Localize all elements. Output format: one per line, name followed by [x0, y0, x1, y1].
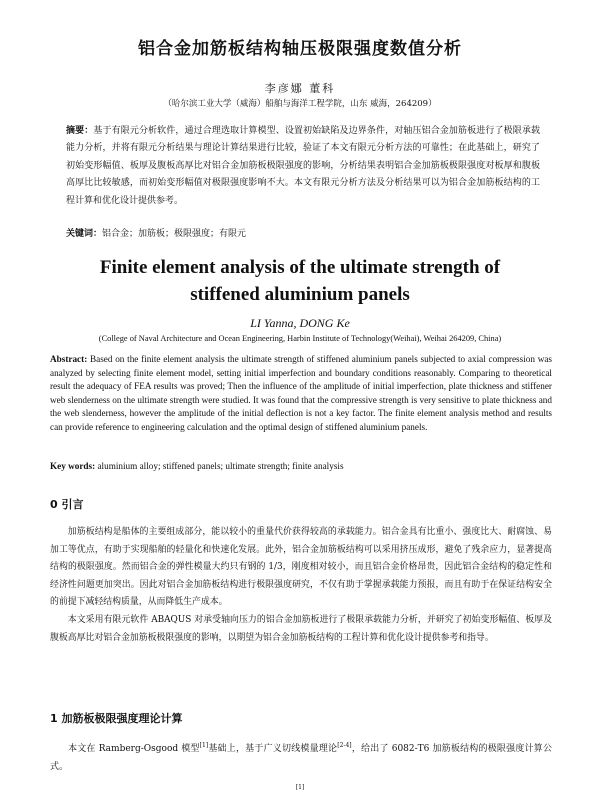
english-abstract-text: Based on the finite element analysis the ultimate strength of stiffened aluminium panels subjected to axial compression was analyzed by selecting finite element model, setting initial imperfection and boundary conditions reasonably. Comparing to theoretical result the adequacy of FEA results was proved; Then the influence of the amplitude of initial imperfection, plate thickness and stiffener web slenderness on the ultimate strength were studied. It was found that the compressive strength is very sensitive to plate thickness and the web slenderness, however the amplitude of the initial deflection is not a key factor. The finite element analysis method and results can provide reference to engineering calculation and the optimal design of stiffened aluminium panels. [50, 354, 552, 432]
chinese-title: 铝合金加筋板结构轴压极限强度数值分析 [138, 39, 462, 59]
citation-2-4: [2-4] [337, 742, 352, 749]
page-number: [1] [295, 784, 305, 791]
english-abstract [50, 353, 552, 435]
section-1-heading: 1 加筋板极限强度理论计算 [50, 712, 183, 725]
chinese-affiliation: （哈尔滨工业大学（威海）船舶与海洋工程学院，山东 威海，264209） [163, 99, 437, 109]
section-0-paragraph-2: 本文采用有限元软件 ABAQUS 对承受轴向压力的铝合金加筋板进行了极限承载能力分析，并研究了初始变形幅值、板厚及腹板高厚比对铝合金加筋板极限强度的影响，以期望为铝合金加筋板结构的工程计算和优化设计提供参考和指导。 [50, 614, 552, 643]
english-title-line2: stiffened aluminium panels [190, 284, 410, 305]
english-keywords-text: aluminium alloy; stiffened panels; ultimate strength; finite analysis [95, 461, 344, 471]
english-affiliation: (College of Naval Architecture and Ocean Engineering, Harbin Institute of Technology(Weihai), Weihai 264209, China) [98, 334, 502, 343]
chinese-authors: 李彦娜 董科 [264, 82, 336, 95]
english-keywords-label: Key words: [50, 461, 96, 471]
english-keywords [50, 461, 552, 471]
citation-1: [1] [199, 742, 209, 749]
english-authors: LI Yanna, DONG Ke [250, 316, 350, 330]
chinese-abstract [66, 123, 540, 210]
english-title-line1: Finite element analysis of the ultimate strength of [99, 257, 501, 278]
chinese-abstract-text: 基于有限元分析软件，通过合理选取计算模型、设置初始缺陷及边界条件，对轴压铝合金加筋板进行了极限承载能力分析，并将有限元分析结果与理论计算结果进行比较，验证了本文有限元分析方法的可靠性；在此基础上，研究了初始变形幅值、板厚及腹板高厚比对铝合金加筋板极限强度的影响，分析结果表明铝合金加筋板极限强度对板厚和腹板高厚比比较敏感，而初始变形幅值对极限强度影响不大。本文有限元分析方法及分析结果可以为铝合金加筋板结构的工程计算和优化设计提供参考。 [66, 126, 540, 206]
chinese-keywords-label: 关键词： [66, 229, 103, 239]
section-0-body [50, 524, 552, 647]
chinese-abstract-label: 摘要： [66, 126, 94, 136]
english-abstract-label: Abstract: [50, 354, 88, 364]
section-1-text-c: ，给出了 6082-T6 加筋板结构的极限强度计算公式。 [50, 744, 552, 772]
section-1-text-b: 基础上，基于广义切线模量理论 [208, 744, 338, 754]
chinese-keywords [66, 226, 540, 239]
english-title [0, 254, 600, 308]
section-0-paragraph-1: 加筋板结构是船体的主要组成部分，能以较小的重量代价获得较高的承载能力。铝合金具有比重小、强度比大、耐腐蚀、易加工等优点，有助于实现船舶的轻量化和快速化发展。此外，铝合金加筋板结构可以采用挤压成形，避免了残余应力，显著提高结构的极限强度。然而铝合金的弹性模量大约只有钢的 1/3，刚度相对较小，而且铝合金价格昂贵，因此铝合金结构的稳定性和经济性问题更加突出。因此对铝合金加筋板结构进行极限强度研究，不仅有助于掌握承载能力预报，而且有助于在保证结构安全的前提下减轻结构质量，从而降低生产成本。 [50, 527, 552, 608]
section-1-text-a: 本文在 Ramberg-Osgood 模型 [68, 744, 200, 754]
section-1-paragraph [50, 741, 552, 776]
section-1-body [50, 741, 552, 776]
section-0-heading: 0 引言 [50, 498, 84, 511]
chinese-keywords-text: 铝合金；加筋板；极限强度；有限元 [102, 229, 247, 239]
